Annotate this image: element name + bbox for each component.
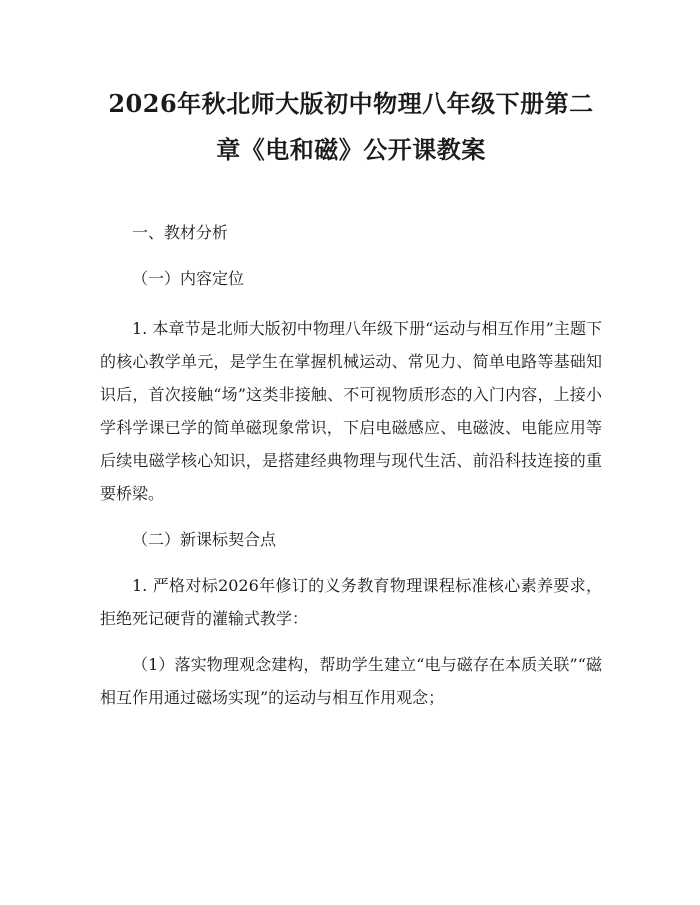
paragraph-curriculum-standards: 1. 严格对标2026年修订的义务教育物理课程标准核心素养要求，拒绝死记硬背的灌输式教学：: [100, 576, 602, 628]
title-line-1: 2026年秋北师大版初中物理八年级下册第二: [108, 89, 594, 118]
section-heading-textbook-analysis: 一、教材分析: [132, 223, 229, 242]
title-line-2: 章《电和磁》公开课教案: [216, 135, 486, 164]
document-title: [100, 0, 602, 173]
list-item-physics-concept: （1）落实物理观念建构，帮助学生建立“电与磁存在本质关联”“磁相互作用通过磁场实现”的运动与相互作用观念；: [100, 655, 602, 707]
subsection-heading-content-positioning: （一）内容定位: [132, 269, 245, 288]
paragraph-content-positioning: 1. 本章节是北师大版初中物理八年级下册“运动与相互作用”主题下的核心教学单元，是学生在掌握机械运动、常见力、简单电路等基础知识后，首次接触“场”这类非接触、不可视物质形态的入门内容，上接小学科学课已学的简单磁现象常识，下启电磁感应、电磁波、电能应用等后续电磁学核心知识，是搭建经典物理与现代生活、前沿科技连接的重要桥梁。: [100, 319, 602, 503]
subsection-heading-curriculum-standards: （二）新课标契合点: [132, 530, 277, 549]
